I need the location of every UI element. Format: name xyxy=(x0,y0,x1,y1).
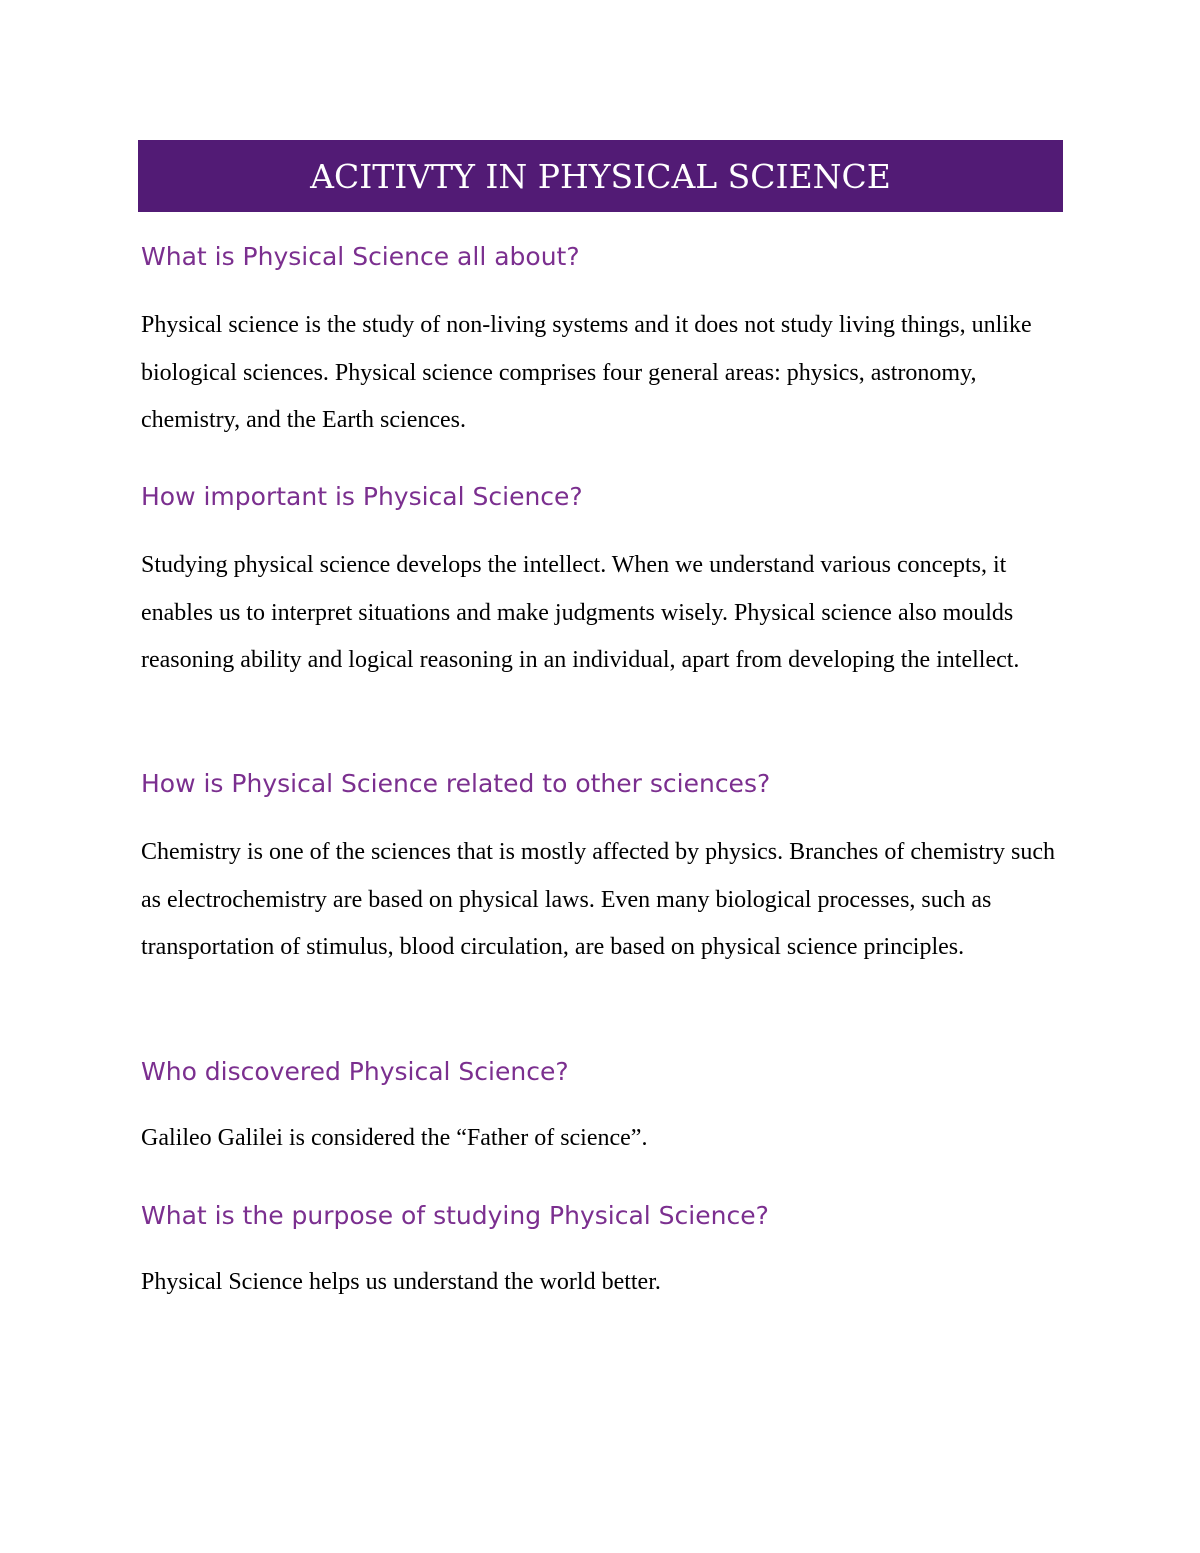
document-title: ACITIVTY IN PHYSICAL SCIENCE xyxy=(310,156,891,196)
section-body-relation: Chemistry is one of the sciences that is mostly affected by physics. Branches of chemistry such as electrochemistry are based on physical laws. Even many biological processes, such as transportation of stimulus, blood circulation, are based on physical science principles. xyxy=(141,839,1056,960)
section-heading-discoverer: Who discovered Physical Science? xyxy=(141,1057,569,1086)
section-heading-purpose: What is the purpose of studying Physical Science? xyxy=(141,1201,769,1230)
title-banner xyxy=(138,140,1063,212)
section-body-what-is: Physical science is the study of non-living systems and it does not study living things, unlike biological sciences. Physical science comprises four general areas: physics, astronomy, chemistry, and the Earth sciences. xyxy=(141,312,1032,433)
section-body-discoverer: Galileo Galilei is considered the “Father of science”. xyxy=(141,1125,648,1151)
section-heading-relation: How is Physical Science related to other sciences? xyxy=(141,769,771,798)
section-body-purpose: Physical Science helps us understand the world better. xyxy=(141,1269,661,1295)
section-body-importance: Studying physical science develops the intellect. When we understand various concepts, it enables us to interpret situations and make judgments wisely. Physical science also moulds reasoning ability and logical reasoning in an individual, apart from developing the intellect. xyxy=(141,552,1020,673)
section-heading-importance: How important is Physical Science? xyxy=(141,482,583,511)
section-heading-what-is: What is Physical Science all about? xyxy=(141,242,580,271)
